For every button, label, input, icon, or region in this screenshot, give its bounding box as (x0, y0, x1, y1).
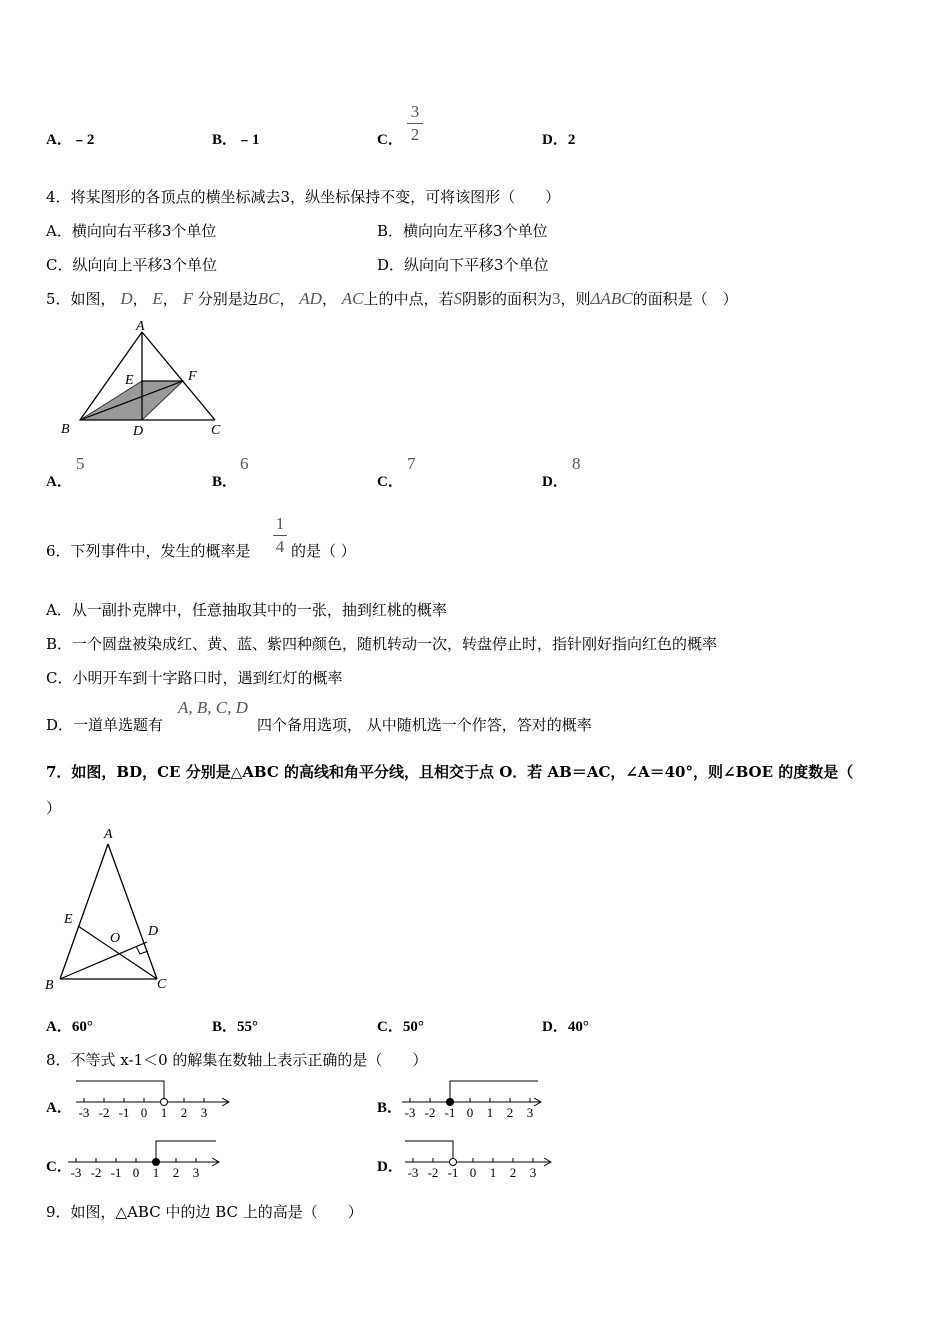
q3-option-b: B．﹣1 (212, 132, 260, 148)
axis-tick-label: -1 (444, 1105, 456, 1120)
axis-tick-label: 1 (152, 1165, 160, 1180)
axis-tick-label: -2 (98, 1105, 110, 1120)
q4-option-c: C．纵向向上平移3个单位 (46, 256, 218, 274)
q6-option-d-post: 四个备用选项， 从中随机选一个作答，答对的概率 (257, 716, 592, 734)
q4-option-d: D．纵向向下平移3个单位 (377, 256, 549, 274)
axis-tick-label: -2 (90, 1165, 102, 1180)
q7-option-c: C．50° (377, 1019, 424, 1035)
q7-label-e: E (64, 912, 73, 927)
axis-tick-label: 0 (132, 1165, 140, 1180)
axis-tick-label: 2 (180, 1105, 188, 1120)
q5-option-b-label: B． (212, 474, 238, 490)
q7-stem: 7．如图，BD，CE 分别是△ABC 的高线和角平分线，且相交于点 O．若 AB＝AC，∠A＝40°，则∠BOE 的度数是（ (46, 763, 854, 781)
q5-label-f: F (188, 369, 197, 384)
axis-tick-label: 3 (529, 1165, 537, 1180)
axis-tick-label: -1 (118, 1105, 130, 1120)
q6-option-a: A．从一副扑克牌中，任意抽取其中的一张，抽到红桃的概率 (46, 601, 447, 619)
axis-tick-label: 1 (486, 1105, 494, 1120)
q7-option-b: B．55° (212, 1019, 259, 1035)
solution-ray (76, 1081, 164, 1102)
q8-option-d-numberline (398, 1138, 558, 1182)
axis-tick-label: 0 (140, 1105, 148, 1120)
q8-option-a-label: A． (46, 1100, 72, 1116)
axis-tick-label: 2 (506, 1105, 514, 1120)
axis-tick-label: 0 (466, 1105, 474, 1120)
q5-option-c-label: C． (377, 474, 403, 490)
axis-tick-label: -3 (70, 1165, 82, 1180)
closed-point (447, 1099, 454, 1106)
q5-stem: 5．如图， D， E， F 分别是边BC， AD， AC上的中点，若S阴影的面积为3，则ΔABC的面积是（ ） (46, 289, 738, 308)
q4-stem: 4．将某图形的各顶点的横坐标减去3，纵坐标保持不变，可将该图形（ ） (46, 188, 561, 206)
q8-option-b-label: B． (377, 1100, 403, 1116)
q7-label-a: A (104, 827, 113, 842)
q5-label-d: D (133, 424, 144, 439)
q5-option-d-value: 8 (572, 454, 581, 473)
q5-option-b-value: 6 (240, 454, 249, 473)
q7-label-b: B (45, 978, 54, 993)
closed-point (153, 1159, 160, 1166)
axis-tick-label: -1 (110, 1165, 122, 1180)
q6-stem-pre: 6．下列事件中，发生的概率是 (46, 542, 251, 560)
q5-option-d-label: D． (542, 474, 568, 490)
q9-stem: 9．如图，△ABC 中的边 BC 上的高是（ ） (46, 1203, 363, 1221)
open-point (161, 1099, 168, 1106)
q8-option-c-label: C． (46, 1159, 72, 1175)
q7-label-o: O (110, 931, 121, 946)
axis-tick-label: 1 (489, 1165, 497, 1180)
axis-tick-label: 3 (192, 1165, 200, 1180)
q4-option-a: A．横向向右平移3个单位 (46, 222, 217, 240)
q5-label-a: A (136, 319, 145, 334)
axis-tick-label: 2 (509, 1165, 517, 1180)
axis-tick-label: -2 (427, 1165, 439, 1180)
axis-tick-label: 0 (469, 1165, 477, 1180)
q7-label-c: C (157, 977, 167, 992)
q6-option-d-math: A, B, C, D (178, 698, 248, 717)
axis-tick-label: -3 (407, 1165, 419, 1180)
q6-option-b: B．一个圆盘被染成红、黄、蓝、紫四种颜色，随机转动一次，转盘停止时，指针刚好指向红色的概率 (46, 635, 718, 653)
q5-figure (55, 318, 235, 442)
q7-label-d: D (148, 924, 159, 939)
q6-option-c: C．小明开车到十字路口时，遇到红灯的概率 (46, 669, 343, 687)
q5-option-a-value: 5 (76, 454, 85, 473)
solution-ray (450, 1081, 538, 1102)
q8-option-d-label: D． (377, 1159, 403, 1175)
q6-stem-post: 的是（ ） (291, 542, 356, 560)
q3-option-c-label: C． (377, 132, 403, 148)
q5-option-a-label: A． (46, 474, 72, 490)
axis-tick-label: -1 (447, 1165, 459, 1180)
axis-tick-label: 1 (160, 1105, 168, 1120)
axis-tick-label: 3 (526, 1105, 534, 1120)
open-point (450, 1159, 457, 1166)
q5-label-b: B (61, 422, 70, 437)
q7-option-a: A．60° (46, 1019, 93, 1035)
q3-option-c-fraction: 3 2 (407, 102, 423, 145)
axis-tick-label: -3 (78, 1105, 90, 1120)
solution-ray (405, 1141, 453, 1162)
q8-option-b-numberline (398, 1078, 548, 1122)
q8-option-a-numberline (66, 1078, 236, 1122)
q8-option-c-numberline (66, 1138, 226, 1182)
q3-option-a: A．﹣2 (46, 132, 95, 148)
axis-tick-label: -3 (404, 1105, 416, 1120)
axis-tick-label: 2 (172, 1165, 180, 1180)
q3-option-d: D．2 (542, 132, 576, 148)
q7-option-d: D．40° (542, 1019, 589, 1035)
q4-option-b: B．横向向左平移3个单位 (377, 222, 548, 240)
q6-option-d-pre: D．一道单选题有 (46, 716, 164, 734)
axis-tick-label: -2 (424, 1105, 436, 1120)
q5-label-c: C (211, 423, 221, 438)
q5-label-e: E (125, 373, 134, 388)
q5-option-c-value: 7 (407, 454, 416, 473)
solution-ray (156, 1141, 216, 1162)
q7-stem-close: ） (46, 799, 62, 817)
q7-figure (40, 822, 180, 998)
q6-fraction: 1 4 (273, 514, 287, 557)
q8-stem: 8．不等式 x-1＜0 的解集在数轴上表示正确的是（ ） (46, 1051, 428, 1069)
axis-tick-label: 3 (200, 1105, 208, 1120)
